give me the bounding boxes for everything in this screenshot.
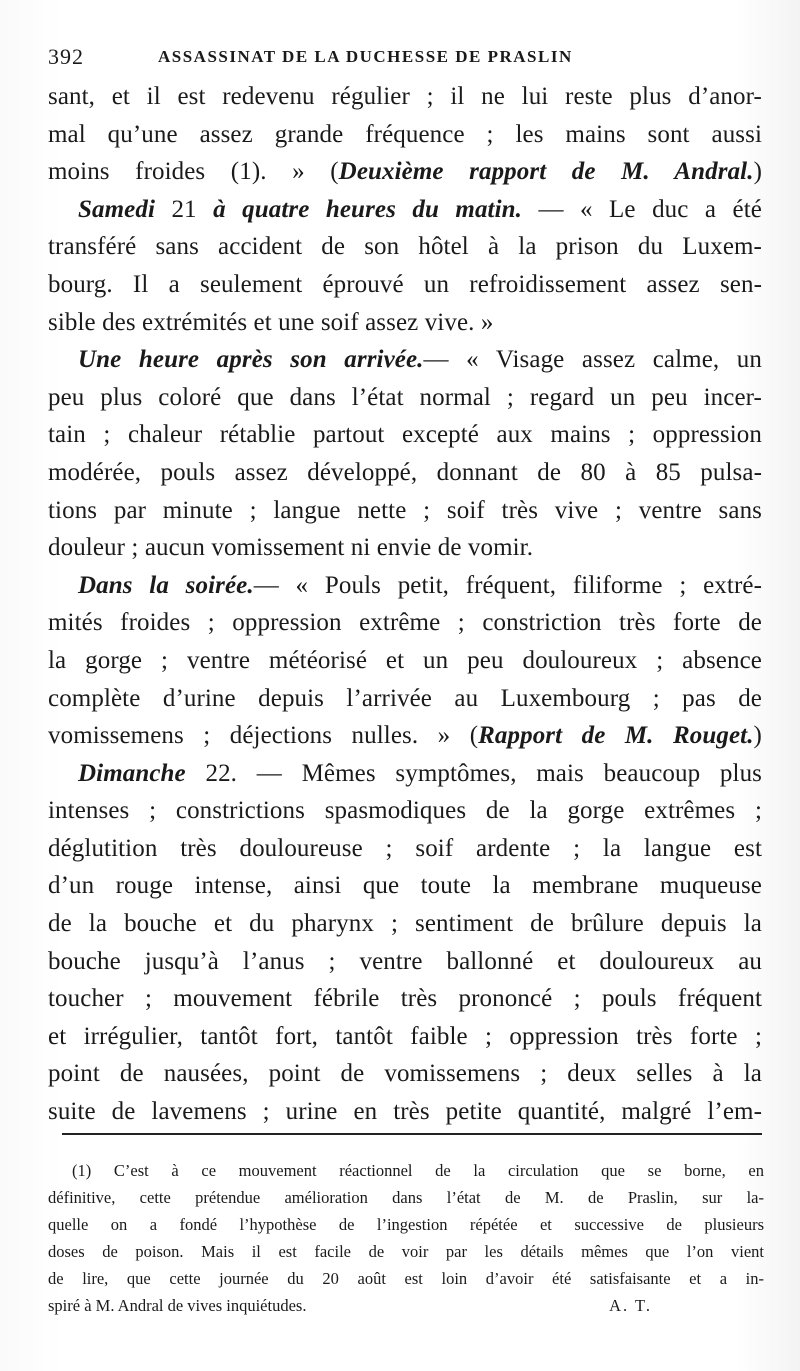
- text-line: mités froides ; oppression extrême ; constriction très forte de: [48, 609, 762, 637]
- text-line: Samedi 21 à quatre heures du matin. — « Le duc a été: [78, 195, 762, 223]
- footnote: [48, 1157, 764, 1319]
- citation-title: Deuxième rapport de M. Andral.: [338, 158, 754, 186]
- footnote-line: de lire, que cette journée du 20 août est loin d’avoir été satisfaisante et a in-: [48, 1269, 764, 1288]
- page-header: [48, 44, 760, 74]
- page-number: 392: [48, 44, 84, 69]
- text-line: la gorge ; ventre météorisé et un peu douloureux ; absence: [48, 646, 762, 674]
- text-line: douleur ; aucun vomissement ni envie de vomir.: [48, 534, 534, 562]
- text-line: Dimanche 22. — Mêmes symptômes, mais beaucoup plus: [78, 759, 762, 787]
- entry-heading: Dimanche: [78, 759, 186, 787]
- text-line: bouche jusqu’à l’anus ; ventre ballonné et douloureux au: [48, 947, 762, 975]
- main-text: [48, 78, 762, 1131]
- text-line: sant, et il est redevenu régulier ; il ne lui reste plus d’anor-: [48, 83, 762, 110]
- text-line: modérée, pouls assez développé, donnant de 80 à 85 pulsa-: [48, 458, 762, 486]
- text-line: de la bouche et du pharynx ; sentiment de brûlure depuis la: [48, 910, 762, 938]
- text-line: complète d’urine depuis l’arrivée au Luxembourg ; pas de: [48, 684, 762, 712]
- footnote-line: spiré à M. Andral de vives inquiétudes. A. T.: [48, 1292, 764, 1319]
- text-line: moins froides (1). » (Deuxième rapport de M. Andral.): [48, 158, 762, 186]
- text-line: tions par minute ; langue nette ; soif très vive ; ventre sans: [48, 496, 762, 524]
- text-line: Dans la soirée.— « Pouls petit, fréquent, filiforme ; extré-: [78, 571, 762, 599]
- text-line: intenses ; constrictions spasmodiques de la gorge extrêmes ;: [48, 797, 762, 825]
- footnote-line: doses de poison. Mais il est facile de voir par les détails mêmes que l’on vient: [48, 1242, 764, 1261]
- text-line: mal qu’une assez grande fréquence ; les mains sont aussi: [48, 120, 762, 148]
- text-line: vomissemens ; déjections nulles. » (Rapport de M. Rouget.): [48, 722, 762, 750]
- text-line: suite de lavemens ; urine en très petite quantité, malgré l’em-: [48, 1098, 762, 1126]
- running-title: ASSASSINAT DE LA DUCHESSE DE PRASLIN: [158, 47, 573, 66]
- footnote-divider: [62, 1133, 762, 1135]
- entry-heading-time: à quatre heures du matin.: [213, 195, 523, 223]
- text-line: peu plus coloré que dans l’état normal ; regard un peu incer-: [48, 383, 762, 411]
- text-line: transféré sans accident de son hôtel à la prison du Luxem-: [48, 233, 762, 261]
- text-line: déglutition très douloureuse ; soif ardente ; la langue est: [48, 834, 762, 862]
- footnote-line: (1) C’est à ce mouvement réactionnel de la circulation que se borne, en: [72, 1161, 764, 1180]
- text-line: point de nausées, point de vomissemens ; deux selles à la: [48, 1060, 762, 1088]
- text-line: bourg. Il a seulement éprouvé un refroidissement assez sen-: [48, 270, 762, 298]
- text-line: Une heure après son arrivée.— « Visage assez calme, un: [78, 346, 763, 374]
- footnote-signature: A. T.: [609, 1296, 652, 1315]
- footnote-line: définitive, cette prétendue amélioration dans l’état de M. de Praslin, sur la-: [48, 1188, 764, 1207]
- entry-heading: Dans la soirée.: [78, 571, 254, 599]
- entry-heading: Une heure après son arrivée.: [78, 346, 424, 374]
- footnote-line: quelle on a fondé l’hypothèse de l’ingestion répétée et successive de plusieurs: [48, 1215, 764, 1234]
- entry-heading: Samedi: [78, 195, 155, 223]
- text-line: tain ; chaleur rétablie partout excepté aux mains ; oppression: [48, 421, 762, 449]
- text-line: d’un rouge intense, ainsi que toute la membrane muqueuse: [48, 872, 762, 900]
- text-line: et irrégulier, tantôt fort, tantôt faible ; oppression très forte ;: [48, 1022, 762, 1050]
- citation-title: Rapport de M. Rouget.: [478, 722, 754, 750]
- text-line: sible des extrémités et une soif assez vive. »: [48, 308, 494, 336]
- text-line: toucher ; mouvement fébrile très prononcé ; pouls fréquent: [48, 985, 762, 1013]
